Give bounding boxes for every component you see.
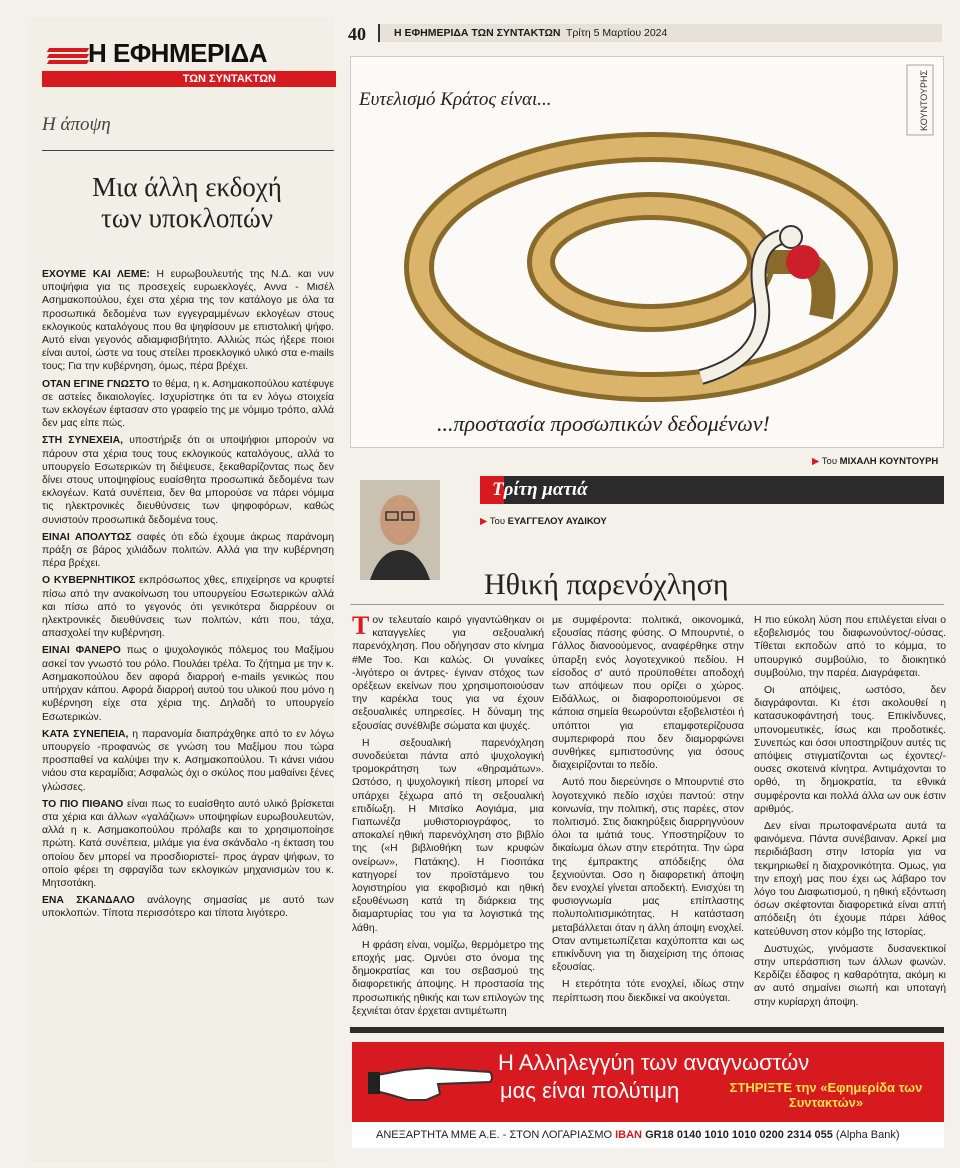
left-article-body — [42, 268, 334, 925]
paragraph-lead: ΚΑΤΑ ΣΥΝΕΠΕΙΑ, — [42, 728, 129, 740]
paragraph-lead: ΕΙΝΑΙ ΦΑΝΕΡΟ — [42, 645, 121, 657]
paragraph-lead: ΕΙΝΑΙ ΑΠΟΛΥΤΩΣ — [42, 531, 132, 543]
paragraph-text: πως ο ψυχολογικός πόλεμος του Μαξίμου ασκεί τον γνωστό του ρόλο. Πουλάει τρέλα. Το ζήτημα με την κ. Ασημακοπούλου δεν αφορά διαρροή e-mails γενικώς που υπήρχαν κάπου. Αφορά διαρροή αυτού του υλικού που μόνο η κυβέρνηση είχε στα χέρια της. Δηλαδή το υπουργείο Εσωτερικών. — [42, 645, 334, 723]
paragraph-text: ανάλογης σημασίας με αυτό των υποκλοπών. Τίποτα περισσότερο και τίποτα λιγότερο. — [42, 895, 334, 920]
column-paragraph — [754, 943, 946, 1009]
ad-headline-line1: Η Αλληλεγγύη των αναγνωστών — [498, 1050, 810, 1075]
cartoon-caption-bottom: ...προστασία προσωπικών δεδομένων! — [437, 411, 770, 436]
column-divider — [350, 604, 944, 605]
solidarity-ad — [352, 1042, 944, 1148]
header-date: Τρίτη 5 Μαρτίου 2024 — [566, 27, 668, 39]
left-paragraph — [42, 728, 334, 794]
paragraph-text: Η σεξουαλική παρενόχληση συνοδεύεται πάντα από ψυχολογική τρομοκράτηση των «θηραμάτων». Ωστόσο, η ψυχολογική πίεση μπορεί να υπάρχει ξέχωρα από τη σεξουαλική επιδίωξη. Η Μιτσίκο Αογιάμα, μια Γιαπωνέζα μυθιστοριογράφος, το αποκαλεί ηθική παρενόχληση στο βιβλίο της («Η βιβλιοθήκη των κρυφών ονείρων», Πατάκης). Η Γιοσιτάκα κατηγορεί τον προϊστάμενο του λογιστηρίου για εκφοβισμό και ηθική εξουθένωση κατά τη διάρκεια της διαμαρτυρίας του για τα λογιστικά της λάθη. — [352, 737, 544, 934]
left-paragraph — [42, 644, 334, 723]
paragraph-text: Αυτό που διερεύνησε ο Μπουρντιέ στο λογοτεχνικό πεδίο ισχύει παντού: στην κοινωνία, την πολιτική, στις παρέες, στον πολιτισμό. Στις διακηρύξεις διαρρηγνύουν όλοι τα ιμάτιά τους. Υποστηρίζουν το δικαίωμα όλων στην ετερότητα. Την ώρα της έμπρακτης απόδειξης όλα ξεχνιούνται. Οσο η διαφορετική άποψη δεν ενοχλεί γίνεται αποδεκτή. Ενισχύει τη φυσιογνωμία μας επίπλαστης πολυπολιτισμικότητας. Η κατάσταση μεταβάλλεται όταν η άλλη άποψη ενοχλεί. Οταν αντιμετωπίζεται καχύποπτα και ως επικίνδυνη για τη διαχείριση της όποιας εξουσίας. — [552, 777, 744, 974]
cartoon-signature: ΚΟΥΝΤΟΥΡΗΣ — [919, 69, 929, 131]
paragraph-text: εκπρόσωπος χθες, επιχείρησε να κρυφτεί πίσω από την ανακοίνωση του υπουργείου Εσωτερικών αλλά και πίσω από το γεγονός ότι γενικότερα διαρρέουν οι ηλεκτρονικές διευθύνσεις των πολιτών, κάτι που, τάχα, απασχολεί την κυβέρνηση. — [42, 575, 334, 640]
section-label: Η άποψη — [42, 114, 111, 135]
article-column-1 — [352, 611, 544, 1022]
column-paragraph — [552, 978, 744, 1004]
drop-cap: Τ — [352, 611, 370, 640]
column-paragraph — [754, 820, 946, 939]
paragraph-text: ον τελευταίο καιρό γιγαντώθηκαν οι καταγγελίες για σεξουαλική παρενόχληση. Που οδήγησαν στο κίνημα #Me Too. Και καλώς. Οι γυναίκες -λιγότερο οι άντρες- έγιναν στόχος των ορέξεων εκείνων που χρησιμοποιούσαν την καρέκλα τους για να έχουν σεξουαλικές υπηρεσίες. Η δύναμη της εξουσίας συνέθλιβε σώματα και ψυχές. — [352, 615, 544, 732]
paragraph-lead: ΕΝΑ ΣΚΑΝΔΑΛΟ — [42, 895, 135, 907]
left-paragraph — [42, 434, 334, 526]
author-arrow-icon: ▶ — [480, 516, 488, 527]
cartoon-credit — [812, 456, 938, 467]
cartoon — [350, 56, 944, 448]
column-paragraph — [352, 611, 544, 733]
column-paragraph — [552, 614, 744, 772]
header-paper-name: Η ΕΦΗΜΕΡΙΔΑ ΤΩΝ ΣΥΝΤΑΚΤΩΝ — [394, 27, 561, 39]
column-paragraph — [552, 776, 744, 974]
column-author-prefix: Του — [489, 516, 506, 527]
column-paragraph — [754, 684, 946, 816]
left-paragraph — [42, 574, 334, 640]
paragraph-text: Η ετερότητα τότε ενοχλεί, ιδίως στην περίπτωση που διεκδικεί να ακούγεται. — [552, 979, 744, 1004]
left-headline-line2: των υποκλοπών — [101, 203, 273, 233]
ad-divider — [350, 1027, 944, 1033]
paragraph-text: Οι απόψεις, ωστόσο, δεν διαγράφονται. Κι έτσι ακολουθεί η κατασυκοφάντησή τους. Επικίνδυνες, υπονομευτικές, ίσως και προδοτικές. Συνεπώς και όσοι υποστηρίζουν αυτές τις απόψεις στιγματίζονται ως έχοντες/-ουσες σκοτεινά κίνητρα. Αντιμάχονται το ορθό, τη δημοκρατία, τα εθνικά συμφέροντα και πολλά άλλα ων ουκ έστιν αριθμός. — [754, 685, 946, 815]
paragraph-text: η παρανομία διαπράχθηκε από το εν λόγω υπουργείο -προφανώς σε γνώση του Μαξίμου που τώρα προσπαθεί να καλύψει την κ. Ασημακοπούλου. Τι κάνει νιάου νιάου στα κεραμίδια; Ασφαλώς όχι ο σκύλος που μαθαίνει ξένες γλώσσες. — [42, 728, 334, 793]
left-paragraph — [42, 531, 334, 571]
column-paragraph — [352, 939, 544, 1018]
left-paragraph — [42, 268, 334, 374]
paragraph-text: Δεν είναι πρωτοφανέρωτα αυτά τα φαινόμενα. Πάντα συνέβαιναν. Αρκεί μια περιδιάβαση στην Ιστορία για να τεκμηριωθεί η διαχρονικότητα. Ομως, για την εποχή μας που έχει ως λάβαρο τον λόγο του Διαφωτισμού, η ηθική εξόντωση όσων σκέφτονται διαφορετικά είναι απτή απόδειξη ότι έχουμε πάρει λάθος κατεύθυνση στον κόμβο της Ιστορίας. — [754, 821, 946, 938]
column-title: Τρίτη ματιά — [492, 479, 588, 500]
paragraph-text: Η φράση είναι, νομίζω, θερμόμετρο της εποχής μας. Ομνύει στο όνομα της δημοκρατίας και του σεβασμού της διαφορετικής άποψης. Η προστασία της προσωπικής ηθικής και των επιλογών της ξεχνιέται όταν έρχεται αντιμέτωπη — [352, 939, 544, 1017]
paragraph-lead: ΤΟ ΠΙΟ ΠΙΘΑΝΟ — [42, 798, 124, 810]
paragraph-text: με συμφέροντα: πολιτικά, οικονομικά, εξουσίας πάσης φύσης. Ο Μπουρντιέ, ο Γάλλος διανοούμενος, αναφέρθηκε στην ύπαρξη ενός λογοτεχνικού πεδίου. Η είσοδος σ' αυτό προϋποθέτει αποδοχή των απόψεων που ορίζει ο χώρος. Ειδάλλως, οι διαφοροποιούμενοι σε κάποια σημεία θεωρούνται εξοβελιστέοι ή υπόπτοι για επαμφοτερίζουσα συμπεριφορά που δεν διαμορφώνει συνθήκες εμπιστοσύνης για όσους διαχειρίζονται το πεδίο. — [552, 615, 744, 772]
paragraph-text: Δυστυχώς, γινόμαστε δυσανεκτικοί στην υπεράσπιση των άλλων φωνών. Κερδίζει έδαφος η καθαρότητα, ακόμη κι αν αυτό σημαίνει σιωπή και υποταγή στην κυρίαρχη άποψη. — [754, 943, 946, 1008]
left-paragraph — [42, 378, 334, 431]
column-author-name: ΕΥΑΓΓΕΛΟΥ ΑΥΔΙΚΟΥ — [507, 516, 607, 527]
ad-iban-label: IBAN — [615, 1129, 642, 1141]
left-headline-line1: Μια άλλη εκδοχή — [92, 172, 282, 202]
ad-bottom-text: ΑΝΕΞΑΡΤΗΤΑ ΜΜΕ Α.Ε. - ΣΤΟΝ ΛΟΓΑΡΙΑΣΜΟ — [376, 1129, 613, 1141]
cartoon-credit-prefix: Του — [821, 456, 838, 467]
masthead — [28, 18, 334, 88]
author-photo — [360, 480, 440, 580]
page-number: 40 — [348, 24, 366, 44]
pointing-hand-icon — [368, 1050, 496, 1110]
article-column-2 — [552, 614, 744, 1009]
paragraph-lead: ΣΤΗ ΣΥΝΕΧΕΙΑ, — [42, 435, 124, 447]
paragraph-text: Η πιο εύκολη λύση που επιλέγεται είναι ο εξοβελισμός του διαφωνούντος/-ούσας. Τίθεται εκποδών από το κόμμα, το υπουργικό συμβούλιο, το διοικητικό συμβούλιο, την παρέα. Διαγράφεται. — [754, 615, 946, 679]
page-header-bar — [378, 24, 942, 42]
column-title-bar — [480, 476, 944, 504]
column-headline: Ηθική παρενόχληση — [484, 568, 729, 601]
left-paragraph — [42, 798, 334, 890]
cartoon-drawing — [351, 57, 945, 449]
masthead-subtitle: ΤΩΝ ΣΥΝΤΑΚΤΩΝ — [42, 71, 336, 87]
column-paragraph — [754, 614, 946, 680]
paragraph-lead: ΟΤΑΝ ΕΓΙΝΕ ΓΝΩΣΤΟ — [42, 378, 150, 390]
paragraph-lead: Ο ΚΥΒΕΡΝΗΤΙΚΟΣ — [42, 575, 136, 587]
ad-bank-name: (Alpha Bank) — [835, 1129, 900, 1141]
paragraph-text: υποστήριξε ότι οι υποψήφιοι μπορούν να πάρουν στα χέρια τους τους εκλογικούς καταλόγους, αλλά το υπουργείο Εσωτερικών τη διέψευσε, ξεκαθαρίζοντας πως δεν δίνει στους υποψηφίους ευαίσθητα προσωπικά δεδομένα των εκλογέων. Κατά συνέπεια, δεν θα μπορούσε να πάρει νόμιμα τις ηλεκτρονικές διευθύνσεις των ψηφοφόρων, καθώς συνιστούν προσωπικά δεδομένα τους. — [42, 435, 334, 526]
paragraph-text: είναι πως το ευαίσθητο αυτό υλικό βρίσκεται στα χέρια και άλλων «γαλάζιων» υποψηφίων ευρωβουλευτών, αλλά η κ. Ασημακοπούλου πρόλαβε και το χρησιμοποίησε πρώτη. Κατά συνέπεια, μιλάμε για ένα σκάνδαλο -η έκταση του οποίου δεν μπορεί να προσδιοριστεί- προς άγραν ψήφων, το οποίο φέρει τη σφραγίδα των εκλογικών μηχανισμών του κ. Μητσοτάκη. — [42, 798, 334, 889]
ad-support-text: ΣΤΗΡΙΞΤΕ την «Εφημερίδα των Συντακτών» — [729, 1080, 923, 1110]
ad-bank-details — [352, 1122, 944, 1148]
column-paragraph — [352, 737, 544, 935]
article-column-3 — [754, 614, 946, 1013]
masthead-title: Η ΕΦΗΜΕΡΙΔΑ — [88, 38, 267, 68]
column-author — [480, 516, 607, 527]
ad-iban-number: GR18 0140 1010 1010 0200 2314 055 — [645, 1129, 833, 1141]
left-column — [28, 18, 334, 1163]
credit-arrow-icon: ▶ — [812, 456, 820, 467]
left-headline — [42, 172, 332, 234]
left-paragraph — [42, 894, 334, 920]
cartoon-caption-top: Ευτελισμό Κράτος είναι... — [359, 89, 552, 110]
paragraph-lead: ΕΧΟΥΜΕ ΚΑΙ ΛΕΜΕ: — [42, 269, 150, 280]
ad-headline-line2: μας είναι πολύτιμη — [500, 1078, 680, 1103]
paragraph-text: το θέμα, η κ. Ασημακοπούλου κατέφυγε σε αστείες δικαιολογίες. Ισχυρίστηκε ότι τα εν λόγω στοιχεία των εκλογέων έφτασαν στο γραφείο της με νόμιμο τρόπο, αλλά δεν μας είπε πώς. — [42, 378, 334, 430]
cartoon-credit-name: ΜΙΧΑΛΗ ΚΟΥΝΤΟΥΡΗ — [839, 456, 939, 467]
section-divider — [42, 150, 334, 151]
paragraph-text: σαφές ότι εδώ έχουμε άκρως παράνομη πράξη σε βάρος χιλιάδων πολιτών. Αλλά για την κυβέρνηση πέρα βρέχει. — [42, 531, 334, 570]
apple-icon — [786, 245, 820, 279]
paragraph-text: Η ευρωβουλευτής της Ν.Δ. και νυν υποψήφια για τις προσεχείς ευρωεκλογές, Αννα - Μισέλ Ασημακοπούλου, έχει στα χέρια της τον κατάλογο με όλα τα προσωπικά δεδομένα των εγγεγραμμένων εκλογέων στους εκλογικούς καταλόγους που θα ψηφίσουν με επιστολική ψήφο. Αυτό είναι γεγονός αδιαμφισβήτητο. Αλλιώς πώς ήξερε ποιοι είναι αυτοί, ώστε να τους στείλει προεκλογικό υλικό στα e-mails τους; Για την κυβέρνηση, όμως, πέρα βρέχει. — [42, 269, 334, 373]
